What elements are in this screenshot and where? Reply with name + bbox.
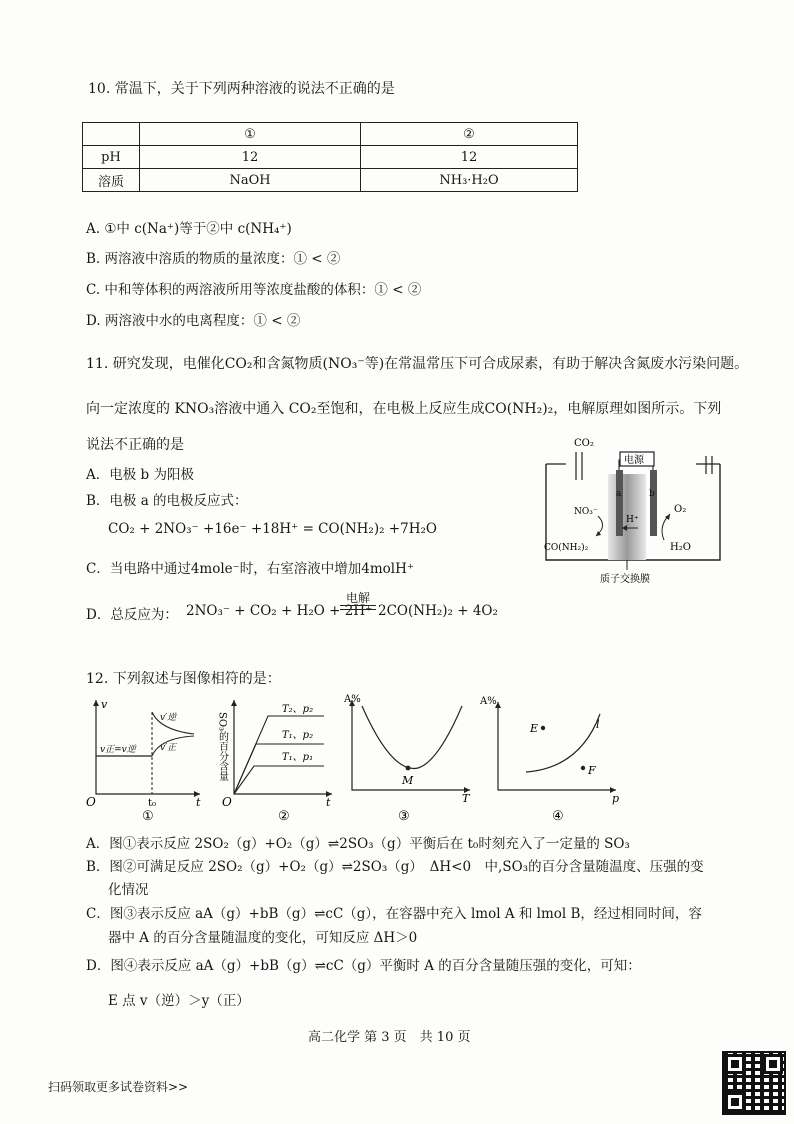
curve: [362, 706, 462, 768]
point-e: [541, 726, 545, 730]
q11-option-d-prefix: D．总反应为：: [86, 607, 178, 623]
q12-option-c-line1: C．图③表示反应 aA（g）+bB（g）⇌cC（g），在容器中充入 lmol A 和 lmol B，经过相同时间，容: [86, 906, 702, 922]
table-cell: ①: [140, 123, 361, 146]
page-footer: 高二化学 第 3 页 共 10 页: [308, 1030, 471, 1045]
graph-label: ④: [552, 809, 564, 822]
table-cell: 12: [361, 146, 578, 169]
electrode-b: [650, 470, 657, 536]
table-row: [83, 169, 578, 192]
table-cell: [83, 123, 140, 146]
graph-4: [480, 692, 620, 822]
x-axis-label: p: [612, 792, 620, 805]
table-row: [83, 146, 578, 169]
q11-option-b-equation: CO₂ + 2NO₃⁻ +16e⁻ +18H⁺ = CO(NH₂)₂ +7H₂O: [108, 521, 437, 537]
table-cell: 溶质: [83, 169, 140, 192]
electrode-a-label: a: [616, 489, 622, 499]
electrode-b-label: b: [649, 489, 655, 499]
graph-1: [84, 692, 204, 822]
point-f: [581, 766, 585, 770]
graph-label: ②: [278, 809, 290, 822]
q11-option-d-right: 2CO(NH₂)₂ + 4O₂: [378, 603, 498, 619]
table-cell: ②: [361, 123, 578, 146]
reverse-rate-label: v′逆: [160, 713, 177, 723]
curve-label: T₂、p₂: [282, 704, 314, 715]
h2o-label: H₂O: [670, 542, 691, 553]
outlet-tube: [706, 456, 712, 474]
q12-stem: 12. 下列叙述与图像相符的是：: [86, 671, 281, 687]
q11-stem-line3: 说法不正确的是: [86, 437, 184, 453]
co2-label: CO₂: [574, 438, 594, 449]
y-axis-label: A%: [344, 694, 361, 705]
y-axis-label: A%: [480, 696, 497, 707]
table-row: [83, 123, 578, 146]
x-axis-label: t: [326, 796, 331, 809]
table-cell: NH₃·H₂O: [361, 169, 578, 192]
membrane-label: 质子交换膜: [600, 574, 650, 585]
q10-option-d: D. 两溶液中水的电离程度：① < ②: [86, 313, 301, 329]
q10-option-c: C. 中和等体积的两溶液所用等浓度盐酸的体积：① < ②: [86, 282, 422, 298]
q11-option-c: C．当电路中通过4mole⁻时，右室溶液中增加4molH⁺: [86, 561, 415, 577]
table-cell: 12: [140, 146, 361, 169]
q11-option-a: A．电极 b 为阳极: [86, 467, 194, 483]
q10-table: [82, 122, 578, 192]
equals-bar: [340, 605, 376, 606]
q11-option-d-left: 2NO₃⁻ + CO₂ + H₂O + 2H⁺: [186, 603, 373, 619]
urea-label: CO(NH₂)₂: [544, 543, 589, 553]
hplus-label: H⁺: [626, 515, 639, 525]
q11-stem-line2: 向一定浓度的 KNO₃溶液中通入 CO₂至饱和，在电极上反应生成CO(NH₂)₂，电解原理如图所示。下列: [86, 401, 722, 417]
q12-option-b-line2: 化情况: [108, 882, 149, 898]
graph-label: ①: [142, 809, 154, 822]
curve-l-label: l: [596, 718, 600, 731]
q11-option-d-condition: 电解: [346, 591, 371, 605]
q12-option-b-line1: B．图②可满足反应 2SO₂（g）+O₂（g）⇌2SO₃（g） ΔH<0 中,SO₃的百分含量随温度、压强的变: [86, 859, 704, 875]
scan-prompt: 扫码领取更多试卷资料>>: [48, 1080, 189, 1094]
point-f-label: F: [588, 764, 596, 777]
y-axis-label: SO₃的百分含量: [216, 712, 228, 782]
electrolysis-diagram: [536, 430, 736, 590]
qr-code[interactable]: [722, 1051, 786, 1115]
curve-t1-p1: [234, 766, 324, 794]
q12-option-a: A．图①表示反应 2SO₂（g）+O₂（g）⇌2SO₃（g）平衡后在 t₀时刻充入了一定量的 SO₃: [86, 836, 630, 852]
no3-label: NO₃⁻: [574, 507, 598, 517]
point-m-label: M: [402, 774, 414, 787]
x-axis-label: t: [196, 796, 201, 809]
graph-label: ③: [398, 809, 410, 822]
equals-bar: [340, 609, 376, 610]
table-cell: pH: [83, 146, 140, 169]
q12-option-d-line2: E 点 v（逆）＞y（正）: [108, 993, 250, 1009]
point-m: [406, 766, 411, 771]
graph-2: [208, 692, 338, 822]
origin-label: O: [86, 795, 96, 809]
point-e-label: E: [530, 722, 539, 735]
q10-stem: 10. 常温下，关于下列两种溶液的说法不正确的是: [88, 81, 395, 97]
y-axis-label: v: [101, 698, 108, 711]
table-cell: NaOH: [140, 169, 361, 192]
curve-label: T₁、p₂: [282, 730, 314, 741]
o2-label: O₂: [674, 504, 687, 515]
electrode-a: [616, 470, 623, 536]
origin-label: O: [222, 795, 232, 809]
equilibrium-label: v正=v逆: [100, 745, 136, 755]
q11-stem-line1: 11. 研究发现，电催化CO₂和含氮物质(NO₃⁻等)在常温常压下可合成尿素，有助于解决含氮废水污染问题。: [86, 356, 749, 372]
graph-3: [340, 692, 476, 822]
q10-option-a: A. ①中 c(Na⁺)等于②中 c(NH₄⁺): [86, 221, 292, 237]
x-axis-label: T: [462, 792, 470, 805]
q10-option-b: B. 两溶液中溶质的物质的量浓度：① < ②: [86, 251, 341, 267]
q11-option-b: B．电极 a 的电极反应式：: [86, 493, 248, 509]
q12-option-c-line2: 器中 A 的百分含量随温度的变化，可知反应 ΔH＞0: [108, 930, 418, 946]
q12-option-d-line1: D．图④表示反应 aA（g）+bB（g）⇌cC（g）平衡时 A 的百分含量随压强的变化，可知：: [86, 958, 641, 974]
co2-inlet-tube: [576, 452, 582, 480]
t0-label: t₀: [148, 798, 157, 809]
power-label: 电源: [624, 455, 644, 466]
curve-label: T₁、p₁: [282, 752, 314, 763]
forward-rate-label: v′正: [160, 743, 177, 753]
